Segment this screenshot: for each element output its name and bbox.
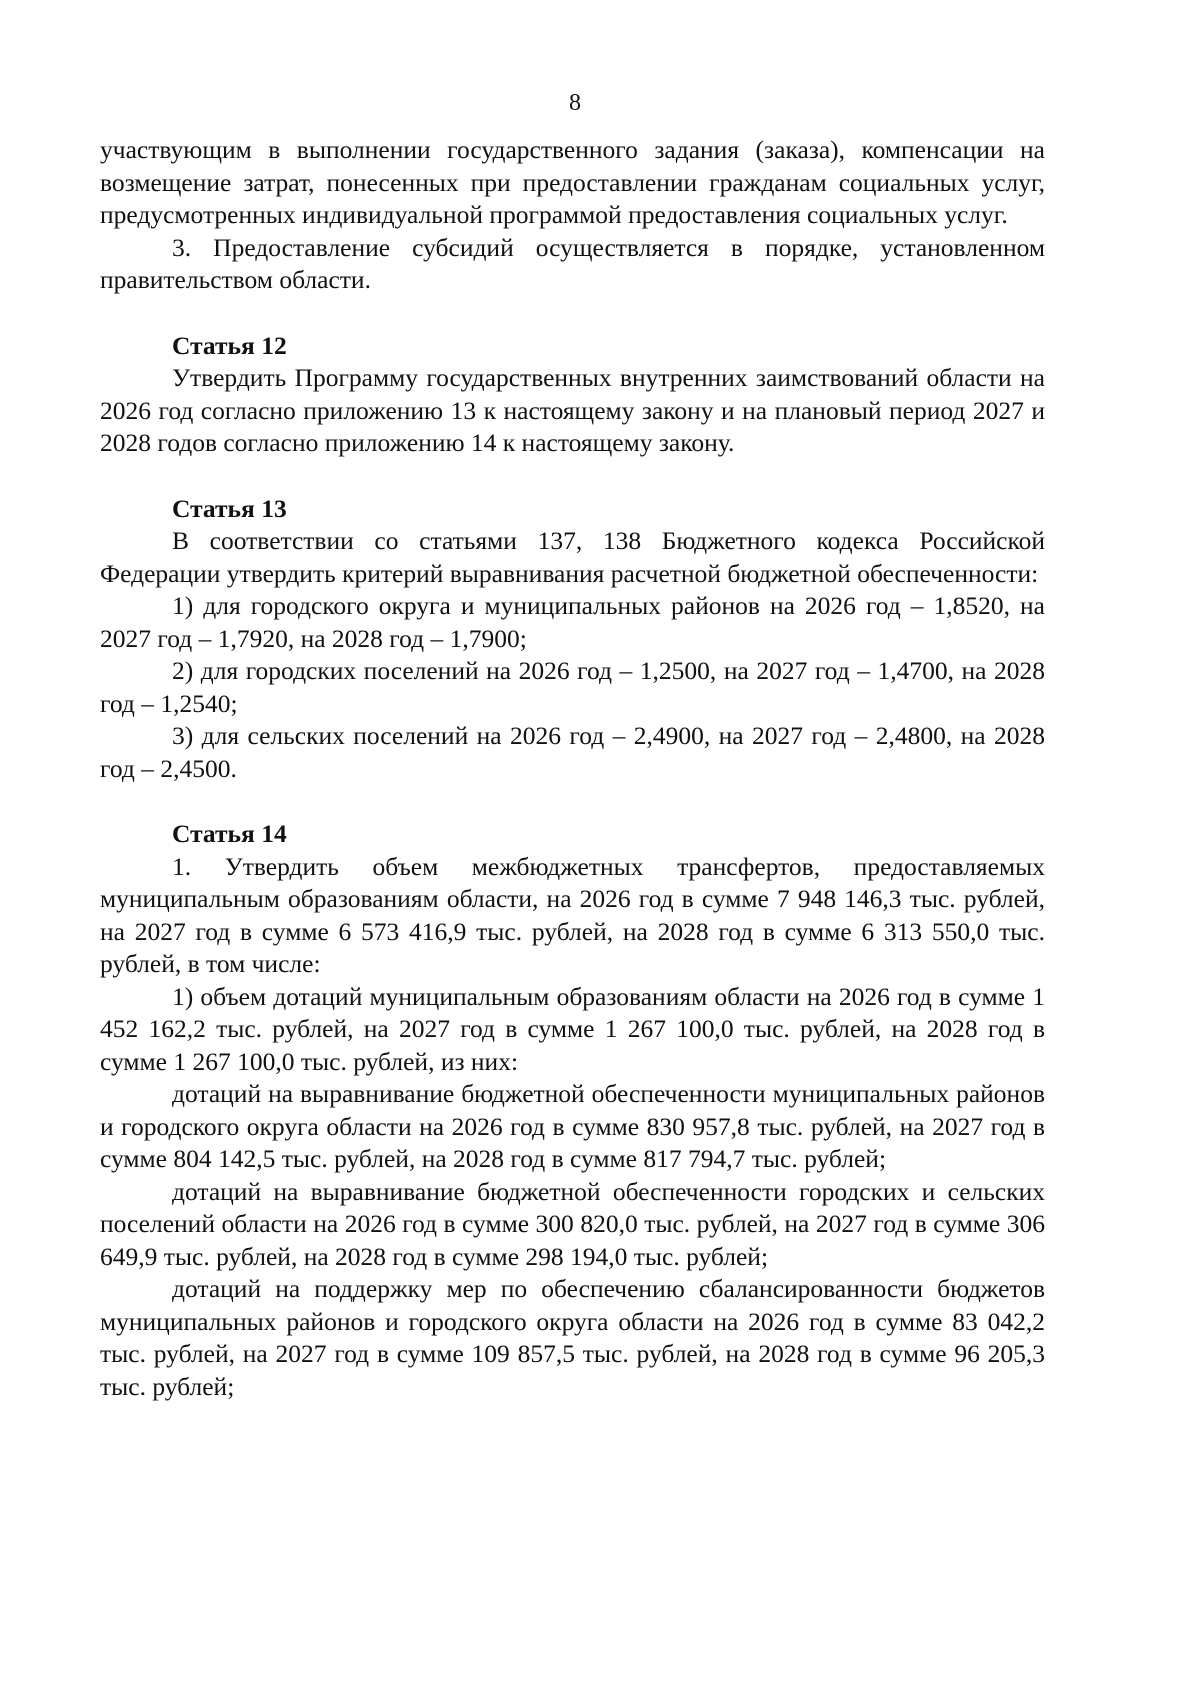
article-13-intro: В соответствии со статьями 137, 138 Бюджетного кодекса Российской Федерации утвердить критерий выравнивания расчетной бюджетной обеспеченности: xyxy=(100,526,1045,588)
paragraph-item-3: 3. Предоставление субсидий осуществляется в порядке, установленном правительством области. xyxy=(100,232,1045,294)
article-12-text: Утвердить Программу государственных внутренних заимствований области на 2026 год согласно приложению 13 к настоящему закону и на плановый период 2027 и 2028 годов согласно приложению 14 к настоящему закону. xyxy=(100,363,1045,457)
article-14-grant-3: дотаций на поддержку мер по обеспечению сбалансированности бюджетов муниципальных районов и городского округа области на 2026 год в сумме 83 042,2 тыс. рублей, на 2027 год в сумме 109 857,5 тыс. рублей, на 2028 год в сумме 96 205,3 тыс. рублей; xyxy=(100,1274,1045,1401)
article-13-heading: Статья 13 xyxy=(172,493,287,523)
article-13-item-2: 2) для городских поселений на 2026 год – 1,2500, на 2027 год – 1,4700, на 2028 год – 1,2540; xyxy=(100,656,1045,718)
page-number: 8 xyxy=(569,90,581,116)
article-13-item-3: 3) для сельских поселений на 2026 год – 2,4900, на 2027 год – 2,4800, на 2028 год – 2,4500. xyxy=(100,721,1045,783)
article-12-heading: Статья 12 xyxy=(172,330,287,360)
article-14-grant-1: дотаций на выравнивание бюджетной обеспеченности муниципальных районов и городского округа области на 2026 год в сумме 830 957,8 тыс. рублей, на 2027 год в сумме 804 142,5 тыс. рублей, на 2028 год в сумме 817 794,7 тыс. рублей; xyxy=(100,1079,1045,1173)
article-14-item-1: 1. Утвердить объем межбюджетных трансфертов, предоставляемых муниципальным образованиям области, на 2026 год в сумме 7 948 146,3 тыс. рублей, на 2027 год в сумме 6 573 416,9 тыс. рублей, на 2028 год в сумме 6 313 550,0 тыс. рублей, в том числе: xyxy=(100,851,1045,978)
article-13-item-1: 1) для городского округа и муниципальных районов на 2026 год – 1,8520, на 2027 год – 1,7920, на 2028 год – 1,7900; xyxy=(100,591,1045,653)
article-14-grant-2: дотаций на выравнивание бюджетной обеспеченности городских и сельских поселений области на 2026 год в сумме 300 820,0 тыс. рублей, на 2027 год в сумме 306 649,9 тыс. рублей, на 2028 год в сумме 298 194,0 тыс. рублей; xyxy=(100,1176,1045,1271)
article-14-subitem-1: 1) объем дотаций муниципальным образованиям области на 2026 год в сумме 1 452 162,2 тыс. рублей, на 2027 год в сумме 1 267 100,0 тыс. рублей, на 2028 год в сумме 1 267 100,0 тыс. рублей, из них: xyxy=(100,981,1045,1076)
paragraph-continuation: участвующим в выполнении государственного задания (заказа), компенсации на возмещение затрат, понесенных при предоставлении гражданам социальных услуг, предусмотренных индивидуальной программой предоставления социальных услуг. xyxy=(100,135,1045,229)
document-body xyxy=(100,134,1045,1403)
article-14-heading: Статья 14 xyxy=(172,819,287,848)
